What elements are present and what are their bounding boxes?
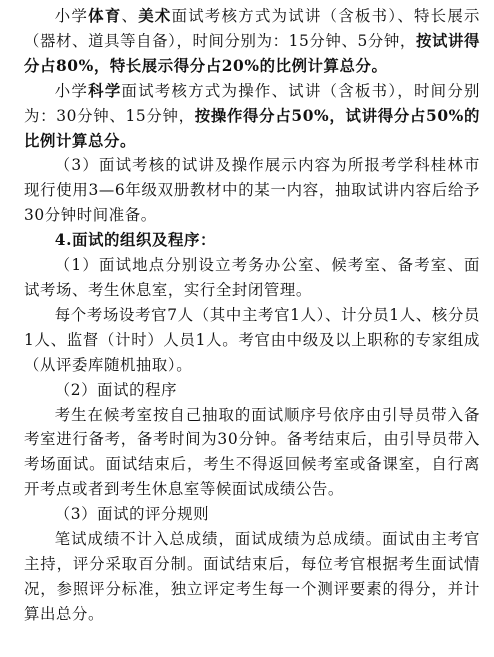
text-run-bold: 科学 — [88, 81, 122, 100]
text-run: 面试考核方式为操作、试讲（含板书），时间分别为：30分钟、15分钟， — [24, 81, 480, 125]
section-heading: 4.面试的组织及程序： — [54, 231, 216, 250]
text-run: 面试考核方式为试讲（含板书）、特长展示（器材、道具等自备），时间分别为：15分钟、5分钟， — [24, 7, 481, 50]
text-run: 、 — [121, 7, 139, 25]
subheading-procedure: （2）面试的程序 — [54, 380, 178, 399]
text-run-bold: 美术 — [138, 7, 172, 25]
paragraph-scoring-rules: 笔试成绩不计入总成绩，面试成绩为总成绩。面试由主考官主持，评分采取百分制。面试结束后，每位考官根据考生面试情况，参照评分标准，独立评定考生每一个测评要素的得分，并计算出总分。 — [24, 530, 480, 623]
paragraph-science-assessment — [24, 79, 480, 154]
text-run: 小学 — [54, 7, 89, 25]
paragraph-examiner-composition: 每个考场设考官7人（其中主考官1人）、计分员1人、核分员1人、监督（计时）人员1人。考官由中级及以上职称的专家组成（从评委库随机抽取）。 — [24, 305, 480, 374]
text-run-bold: 按试讲得分占80%，特长展示得分占20%的比例计算总分。 — [24, 31, 480, 75]
paragraph-content-scope — [24, 153, 480, 228]
subheading-scoring-rules: （3）面试的评分规则 — [54, 505, 210, 524]
text-run-bold: 按操作得分占50%，试讲得分占50%的比例计算总分。 — [24, 106, 480, 150]
paragraph-procedure: 考生在候考室按自己抽取的面试顺序号依序由引导员带入备考室进行备考，备考时间为30分钟。备考结束后，由引导员带入考场面试。面试结束后，考生不得返回候考室或备课室，自行离开考点或者到考生休息室等候面试成绩公告。 — [24, 405, 480, 499]
text-run-bold: 体育 — [88, 7, 122, 25]
text-run: 小学 — [54, 81, 89, 100]
paragraph-pe-art-assessment — [24, 4, 480, 79]
paragraph-interview-location: （1）面试地点分别设立考务办公室、候考室、备考室、面试考场、考生休息室，实行全封闭管理。 — [24, 256, 480, 299]
text-run: （3）面试考核的试讲及操作展示内容为所报考学科桂林市现行使用3—6年级双册教材中的某一内容，抽取试讲内容后给予30分钟时间准备。 — [24, 156, 480, 225]
